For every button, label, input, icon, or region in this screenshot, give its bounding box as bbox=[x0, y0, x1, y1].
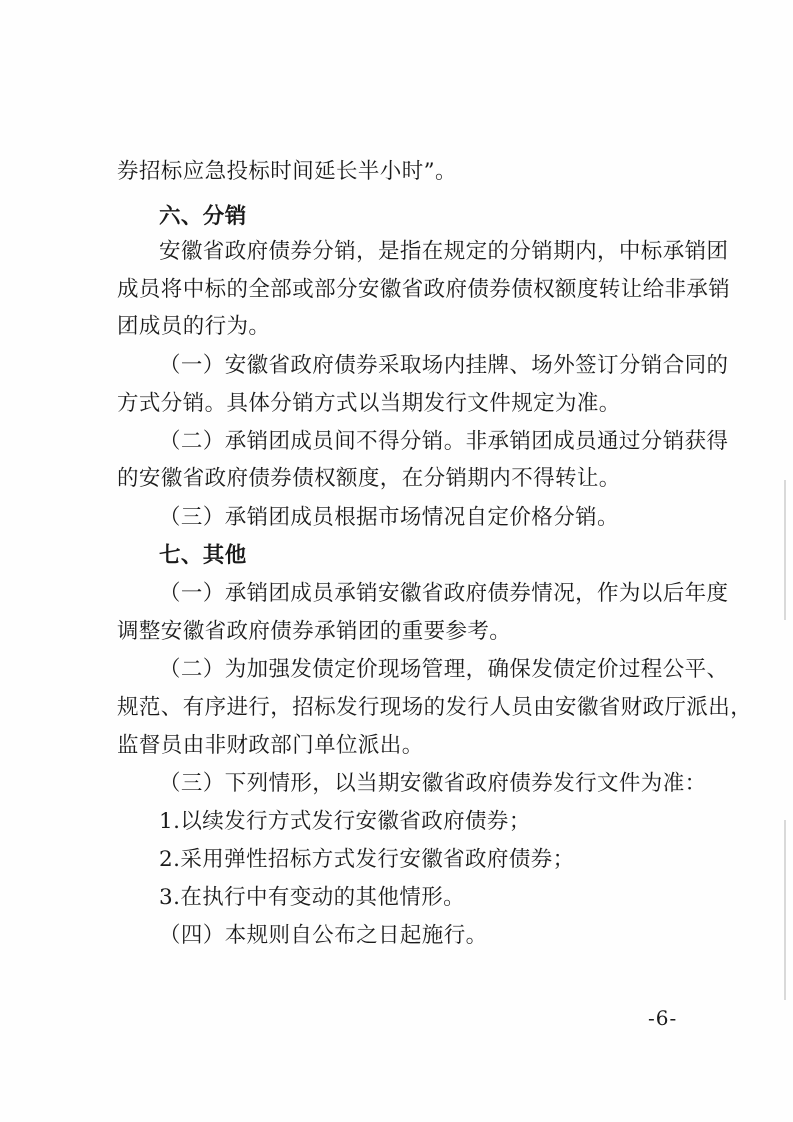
body-line: 成员将中标的全部或部分安徽省政府债券债权额度转让给非承销 bbox=[117, 277, 731, 302]
body-line: （二）承销团成员间不得分销。非承销团成员通过分销获得 bbox=[159, 429, 729, 454]
body-line: 安徽省政府债券分销，是指在规定的分销期内，中标承销团 bbox=[159, 239, 729, 264]
body-line: 券招标应急投标时间延长半小时”。 bbox=[117, 159, 457, 184]
list-item: 1.以续发行方式发行安徽省政府债券； bbox=[159, 809, 531, 834]
scan-edge-mark bbox=[784, 480, 786, 620]
body-line: 监督员由非财政部门单位派出。 bbox=[117, 733, 424, 758]
body-line: （三）承销团成员根据市场情况自定价格分销。 bbox=[159, 505, 619, 530]
body-line: （一）承销团成员承销安徽省政府债券情况，作为以后年度 bbox=[159, 581, 729, 606]
body-line: 规范、有序进行，招标发行现场的发行人员由安徽省财政厅派出， bbox=[117, 695, 753, 720]
body-line: （四）本规则自公布之日起施行。 bbox=[159, 923, 488, 948]
body-line: 方式分销。具体分销方式以当期发行文件规定为准。 bbox=[117, 391, 621, 416]
section-heading-other: 七、其他 bbox=[159, 543, 247, 568]
body-line: 的安徽省政府债券债权额度，在分销期内不得转让。 bbox=[117, 466, 621, 491]
body-line: 团成员的行为。 bbox=[117, 314, 271, 339]
scan-edge-mark bbox=[784, 820, 786, 1000]
body-line: （一）安徽省政府债券采取场内挂牌、场外签订分销合同的 bbox=[159, 353, 729, 378]
section-heading-distribution: 六、分销 bbox=[159, 204, 247, 229]
body-line: （二）为加强发债定价现场管理，确保发债定价过程公平、 bbox=[159, 657, 729, 682]
list-item: 2.采用弹性招标方式发行安徽省政府债券； bbox=[159, 847, 575, 872]
page-number: -6- bbox=[648, 1006, 678, 1030]
list-item: 3.在执行中有变动的其他情形。 bbox=[159, 885, 466, 910]
body-line: 调整安徽省政府债券承销团的重要参考。 bbox=[117, 619, 512, 644]
body-line: （三）下列情形，以当期安徽省政府债券发行文件为准： bbox=[159, 771, 707, 796]
